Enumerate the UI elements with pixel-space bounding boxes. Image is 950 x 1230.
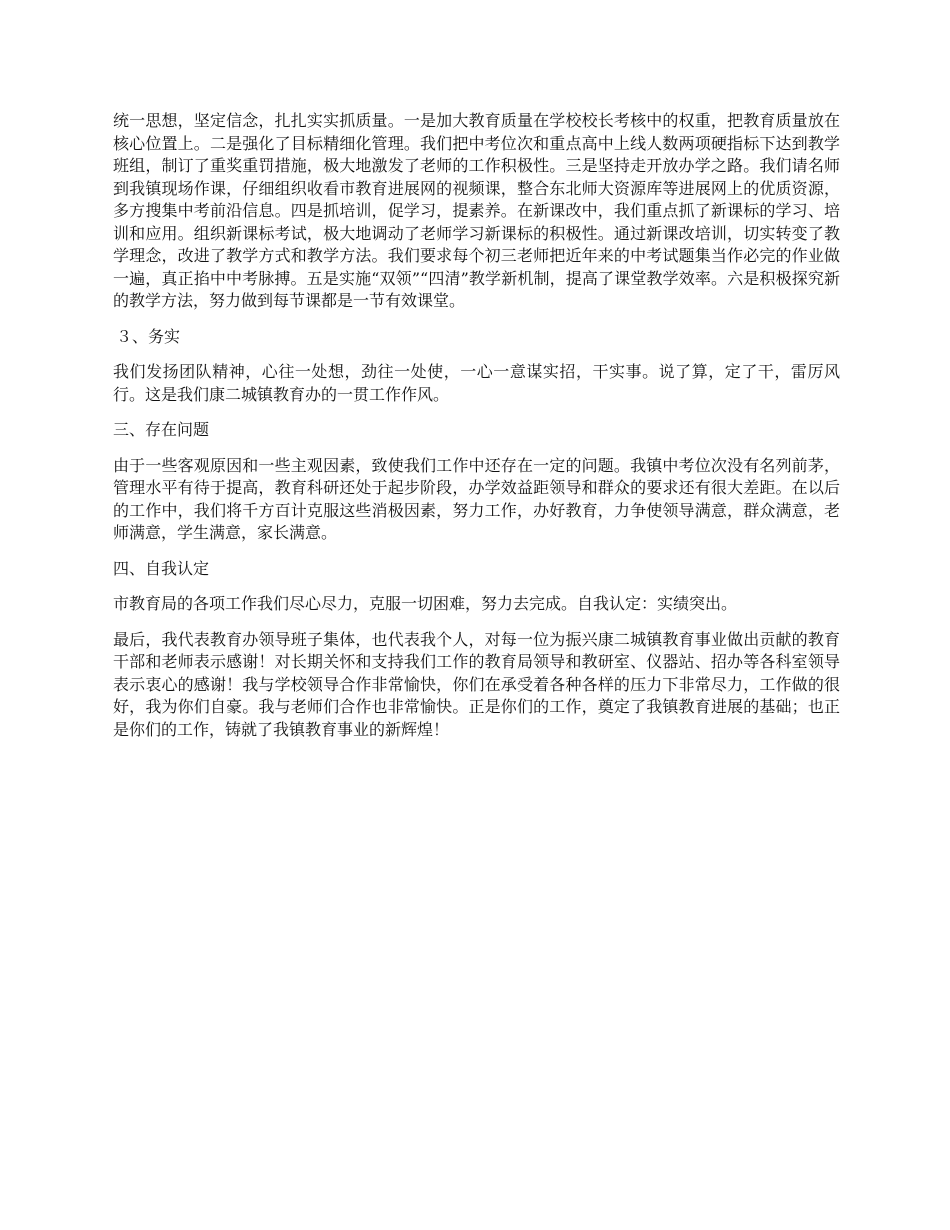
paragraph-thanks: 最后，我代表教育办领导班子集体，也代表我个人，对每一位为振兴康二城镇教育事业做出贡献的教育干部和老师表示感谢！对长期关怀和支持我们工作的教育局领导和教研室、仪器站、招办等各科室领导表示衷心的感谢！我与学校领导合作非常愉快，你们在承受着各种各样的压力下非常尽力，工作做的很好，我为你们自豪。我与老师们合作也非常愉快。正是你们的工作，奠定了我镇教育进展的基础；也正是你们的工作，铸就了我镇教育事业的新辉煌！ — [113, 629, 840, 739]
heading-self-assessment: 四、自我认定 — [113, 558, 210, 578]
heading-existing-problems: 三、存在问题 — [113, 420, 210, 439]
heading-pragmatic: ３、务实 — [116, 326, 181, 346]
paragraph-team-spirit: 我们发扬团队精神，心往一处想，劲往一处使，一心一意谋实招，干实事。说了算，定了干，雷厉风行。这是我们康二城镇教育办的一贯工作作风。 — [113, 362, 840, 404]
paragraph-problems: 由于一些客观原因和一些主观因素，致使我们工作中还存在一定的问题。我镇中考位次没有名列前茅，管理水平有待于提高，教育科研还处于起步阶段，办学效益距领导和群众的要求还有很大差距。在以后的工作中，我们将千方百计克服这些消极因素，努力工作，办好教育，力争使领导满意，群众满意，老师满意，学生满意，家长满意。 — [113, 455, 840, 542]
paragraph-self-assessment: 市教育局的各项工作我们尽心尽力，克服一切困难，努力去完成。自我认定：实绩突出。 — [113, 594, 738, 613]
document-body — [113, 110, 840, 754]
paragraph-quality-measures: 统一思想，坚定信念，扎扎实实抓质量。一是加大教育质量在学校校长考核中的权重，把教育质量放在核心位置上。二是强化了目标精细化管理。我们把中考位次和重点高中上线人数两项硬指标下达到教学班组，制订了重奖重罚措施，极大地激发了老师的工作积极性。三是坚持走开放办学之路。我们请名师到我镇现场作课，仔细组织收看市教育进展网的视频课，整合东北师大资源库等进展网上的优质资源，多方搜集中考前沿信息。四是抓培训，促学习，提素养。在新课改中，我们重点抓了新课标的学习、培训和应用。组织新课标考试，极大地调动了老师学习新课标的积极性。通过新课改培训，切实转变了教学理念，改进了教学方式和教学方法。我们要求每个初三老师把近年来的中考试题集当作必完的作业做一遍，真正掐中中考脉搏。五是实施“双领”“四清”教学新机制，提高了课堂教学效率。六是积极探究新的教学方法，努力做到每节课都是一节有效课堂。 — [113, 111, 840, 310]
